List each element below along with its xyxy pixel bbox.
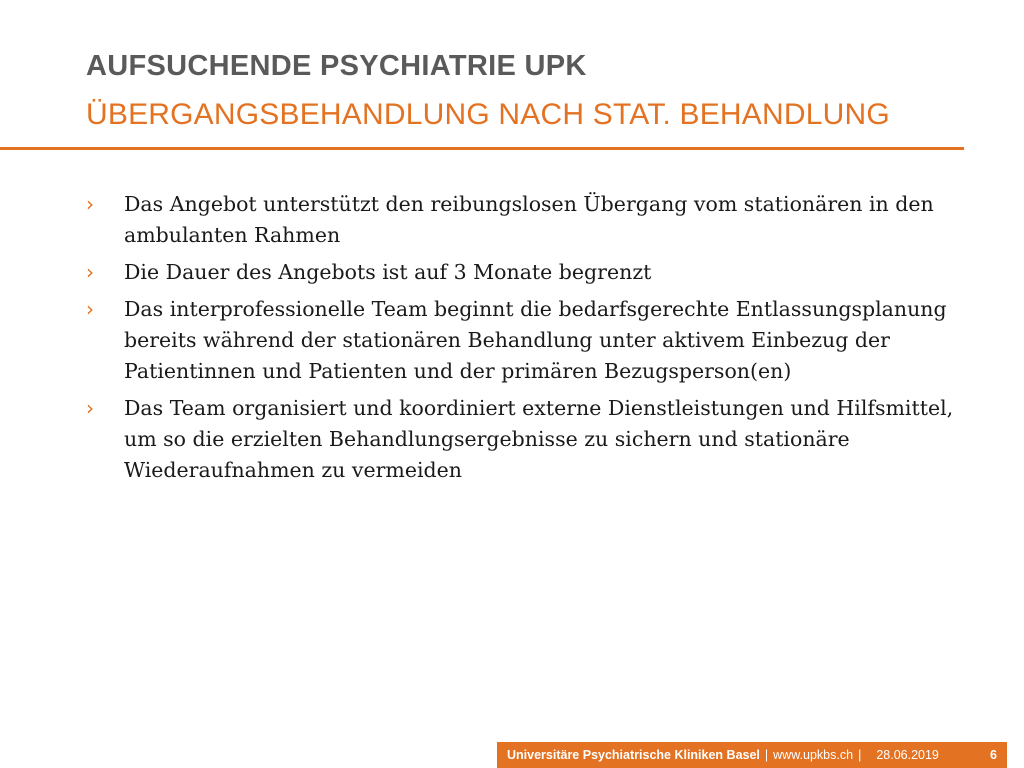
chevron-right-icon: › (86, 192, 94, 216)
bullet-list (86, 189, 966, 492)
bullet-item (86, 294, 966, 387)
bullet-text: Das Angebot unterstützt den reibungslosen Übergang vom stationären in den ambulanten Rahmen (124, 192, 934, 247)
chevron-right-icon: › (86, 297, 94, 321)
bullet-text: Das interprofessionelle Team beginnt die bedarfsgerechte Entlassungsplanung bereits während der stationären Behandlung unter aktivem Einbezug der Patientinnen und Patienten und der primären Bezugsperson(en) (124, 297, 947, 383)
bullet-item (86, 393, 966, 486)
slide-subtitle: ÜBERGANGSBEHANDLUNG NACH STAT. BEHANDLUNG (86, 98, 890, 131)
slide-title: AUFSUCHENDE PSYCHIATRIE UPK (86, 50, 587, 82)
footer-separator: | (764, 748, 769, 762)
bullet-item (86, 257, 966, 288)
page-number: 6 (990, 748, 997, 762)
chevron-right-icon: › (86, 396, 94, 420)
chevron-right-icon: › (86, 260, 94, 284)
footer-bar (497, 742, 1007, 768)
bullet-text: Die Dauer des Angebots ist auf 3 Monate begrenzt (124, 260, 652, 284)
footer-separator: | (858, 748, 862, 762)
footer-organization: Universitäre Psychiatrische Kliniken Basel (507, 748, 760, 762)
footer-date: 28.06.2019 (876, 748, 939, 762)
title-divider (0, 147, 964, 150)
footer-website-link[interactable]: www.upkbs.ch (773, 748, 854, 762)
bullet-item (86, 189, 966, 251)
bullet-text: Das Team organisiert und koordiniert externe Dienstleistungen und Hilfsmittel, um so die erzielten Behandlungsergebnisse zu sichern und stationäre Wiederaufnahmen zu vermeiden (124, 396, 954, 482)
